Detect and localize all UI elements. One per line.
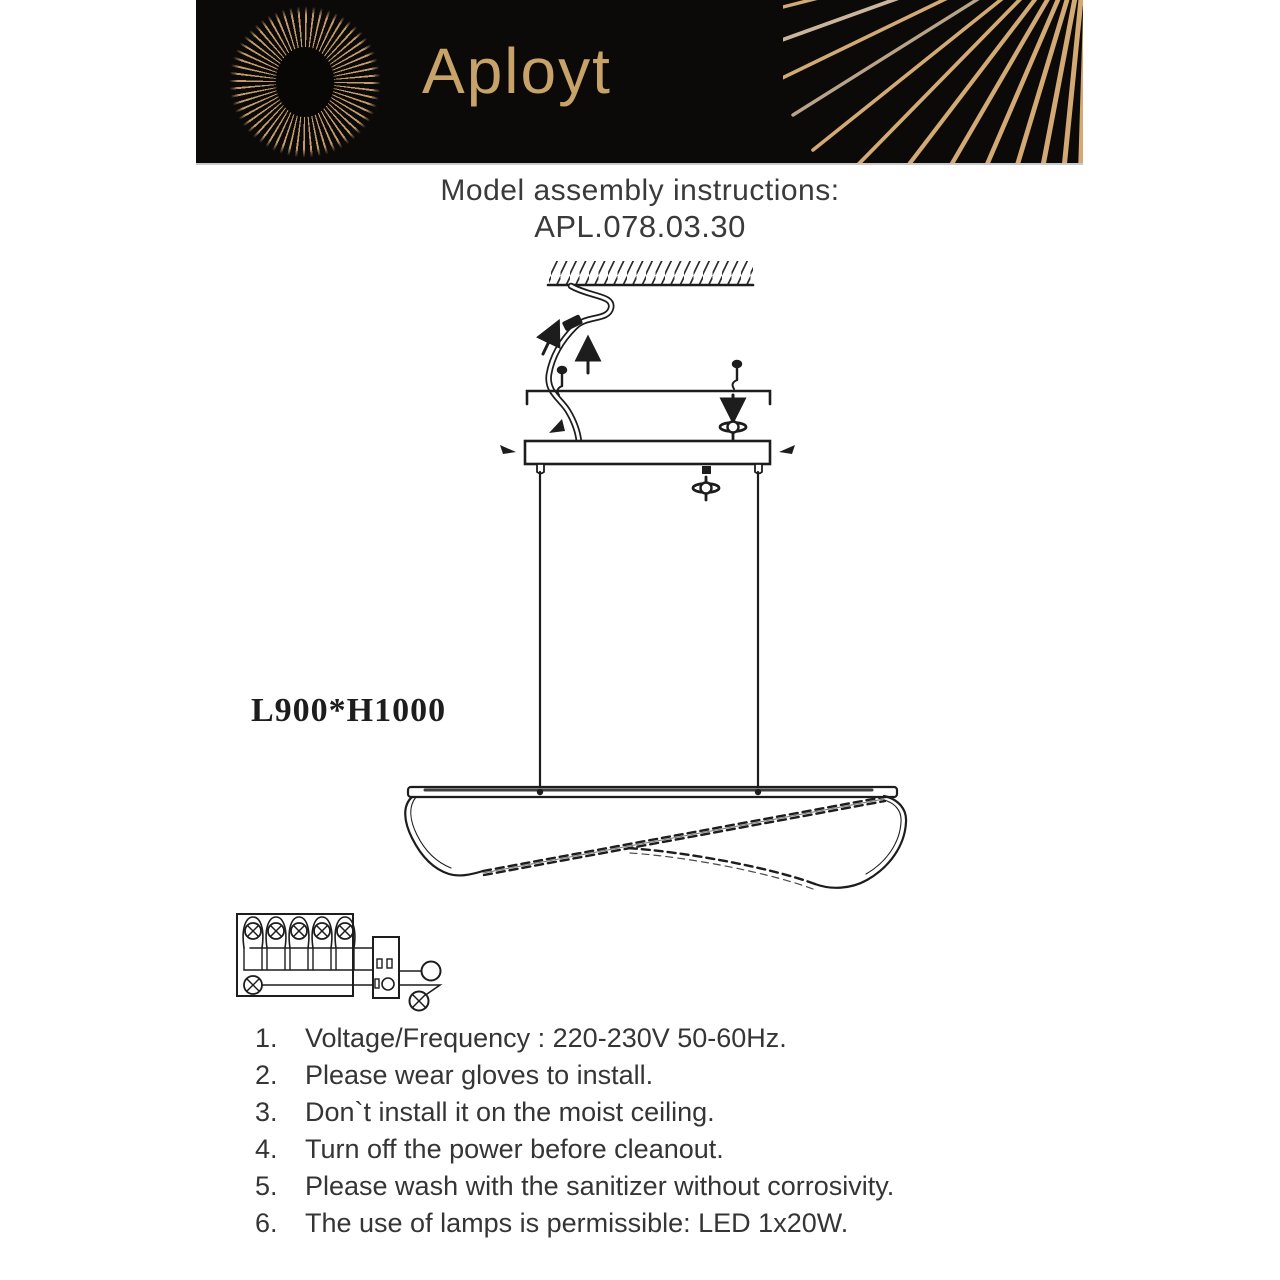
terminal-circle-icon [422, 962, 441, 981]
lamp-shade [405, 796, 906, 889]
lamp-symbol-icon [266, 917, 286, 970]
instruction-number: 2. [255, 1060, 278, 1090]
instruction-text: Turn off the power before cleanout. [305, 1134, 724, 1164]
lamp-symbol-icon [335, 917, 355, 970]
lamp-symbol-icon [410, 992, 429, 1011]
instruction-item [255, 1057, 894, 1094]
side-arrow-icon [779, 445, 795, 454]
winged-screw-icon [693, 477, 719, 500]
lamp-symbol-icon [243, 917, 263, 970]
screw-icon [733, 361, 741, 389]
instruction-item [255, 1020, 894, 1057]
instruction-item [255, 1094, 894, 1131]
instructions-list [255, 1020, 894, 1242]
canopy-plate [525, 441, 770, 464]
instruction-text: Please wear gloves to install. [305, 1060, 654, 1090]
instruction-item [255, 1131, 894, 1168]
ceiling-hatch-icon [548, 261, 753, 285]
instruction-number: 1. [255, 1023, 278, 1053]
instruction-number: 5. [255, 1171, 278, 1201]
power-cable [549, 286, 612, 442]
instruction-text: Please wash with the sanitizer without corrosivity. [305, 1171, 895, 1201]
instruction-text: Voltage/Frequency : 220-230V 50-60Hz. [305, 1023, 787, 1053]
winged-screw-icon [720, 416, 746, 439]
instruction-item [255, 1168, 894, 1205]
instruction-text: Don`t install it on the moist ceiling. [305, 1097, 715, 1127]
lamp-symbol-icon [244, 976, 262, 994]
instruction-text: The use of lamps is permissible: LED 1x20W. [305, 1208, 849, 1238]
pull-wedge-icon [549, 419, 565, 433]
wiring-schematic [237, 914, 441, 1011]
nut-icon [702, 466, 711, 474]
side-arrow-icon [500, 445, 516, 454]
install-arrows [543, 331, 733, 411]
instruction-number: 3. [255, 1097, 278, 1127]
lamp-bar [408, 787, 897, 797]
model-number: APL.078.03.30 [534, 209, 746, 244]
suspension-wires [540, 472, 758, 789]
page-title: Model assembly instructions: [440, 174, 840, 207]
instruction-item [255, 1205, 894, 1242]
brand-name: Aployt [422, 35, 612, 107]
lamp-symbol-icon [312, 917, 332, 970]
instruction-number: 6. [255, 1208, 278, 1238]
dimension-label: L900*H1000 [251, 692, 447, 729]
instruction-number: 4. [255, 1134, 278, 1164]
lamp-symbol-icon [289, 917, 309, 970]
driver-box [373, 937, 399, 998]
